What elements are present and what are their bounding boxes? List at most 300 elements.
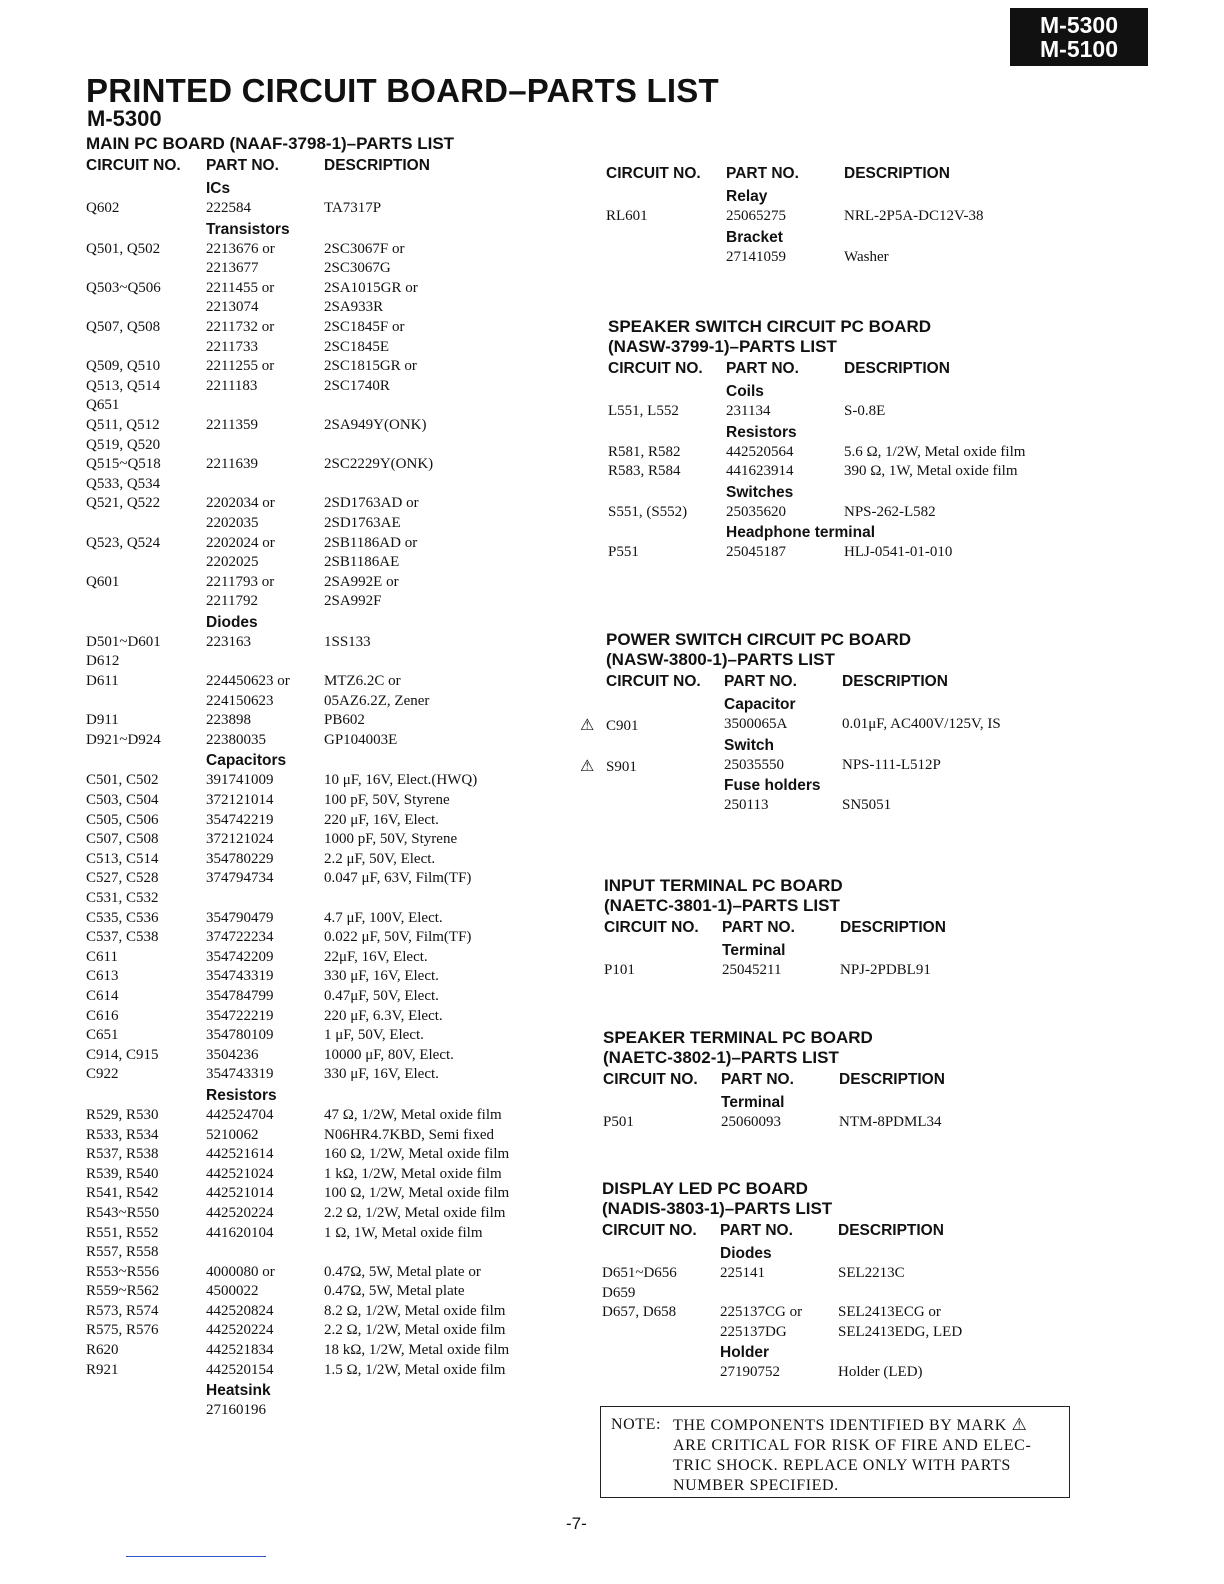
circuit-no: R539, R540 xyxy=(86,1165,159,1182)
parts-row xyxy=(86,357,556,377)
description: NPS-111-L512P xyxy=(842,756,941,773)
parts-row xyxy=(86,850,556,870)
parts-row xyxy=(86,1007,556,1027)
part-no: 224150623 xyxy=(206,692,274,709)
description: N06HR4.7KBD, Semi fixed xyxy=(324,1126,494,1143)
parts-row xyxy=(86,1026,556,1046)
column-header: CIRCUIT NO. xyxy=(603,1071,698,1088)
description: 0.047 μF, 63V, Film(TF) xyxy=(324,870,472,887)
parts-row xyxy=(86,1224,556,1244)
description: 2SC1845E xyxy=(324,338,390,355)
circuit-no: R620 xyxy=(86,1342,119,1359)
speaker-terminal-title: SPEAKER TERMINAL PC BOARD xyxy=(603,1028,873,1047)
description: 2SB1186AD or xyxy=(324,534,418,551)
circuit-no: R921 xyxy=(86,1361,119,1378)
circuit-no xyxy=(86,298,206,318)
description: Washer xyxy=(844,248,889,265)
column-header: PART NO. xyxy=(726,165,799,182)
part-no: 2211455 or xyxy=(206,279,275,296)
circuit-no: C531, C532 xyxy=(86,890,159,906)
main-board-title: MAIN PC BOARD (NAAF-3798-1)–PARTS LIST xyxy=(86,134,455,153)
circuit-no: R581, R582 xyxy=(608,443,681,460)
parts-row xyxy=(606,248,1076,268)
parts-row xyxy=(86,987,556,1007)
group-heading: Bracket xyxy=(726,228,783,246)
circuit-no: Q519, Q520 xyxy=(86,436,161,453)
parts-row xyxy=(580,755,1076,776)
part-no: 354742219 xyxy=(206,811,274,828)
group-heading: Heatsink xyxy=(206,1382,271,1400)
description: HLJ-0541-01-010 xyxy=(844,544,953,561)
column-header: DESCRIPTION xyxy=(844,360,950,377)
part-no: 25045187 xyxy=(726,544,786,561)
description: 10000 μF, 80V, Elect. xyxy=(324,1046,454,1063)
circuit-no: P551 xyxy=(608,544,639,561)
parts-row xyxy=(604,961,1074,981)
group-heading: Switch xyxy=(724,736,774,754)
input-terminal-parts-list xyxy=(604,876,1074,981)
part-no: 354780109 xyxy=(206,1027,274,1044)
circuit-no: P501 xyxy=(603,1114,634,1130)
description: 2SC3067G xyxy=(324,260,391,277)
group-heading: Coils xyxy=(726,383,764,400)
parts-row xyxy=(606,796,1076,816)
parts-row xyxy=(86,553,556,573)
description: Holder (LED) xyxy=(838,1364,923,1381)
parts-row xyxy=(86,967,556,987)
circuit-no: RL601 xyxy=(606,208,648,224)
part-no: 354742209 xyxy=(206,948,274,965)
part-no: 2211639 xyxy=(206,456,258,473)
circuit-no: D659 xyxy=(602,1284,636,1301)
part-no: 225137DG xyxy=(720,1323,787,1340)
circuit-no: C507, C508 xyxy=(86,831,159,848)
circuit-no: C611 xyxy=(86,948,118,965)
parts-row xyxy=(86,889,556,909)
part-no: 2211255 or xyxy=(206,358,275,375)
part-no: 4500022 xyxy=(206,1283,259,1300)
part-no: 2211792 xyxy=(206,593,258,610)
input-terminal-title: INPUT TERMINAL PC BOARD xyxy=(604,876,843,895)
parts-row xyxy=(86,436,556,456)
part-no: 3504236 xyxy=(206,1046,259,1063)
model-label-2: M-5100 xyxy=(1040,36,1118,62)
parts-row xyxy=(86,1065,556,1085)
group-heading: Terminal xyxy=(722,942,786,959)
description: SEL2213C xyxy=(838,1265,905,1281)
column-header: PART NO. xyxy=(721,1071,794,1088)
description: 2SC3067F or xyxy=(324,240,405,257)
page-title: PRINTED CIRCUIT BOARD–PARTS LIST xyxy=(86,72,719,109)
column-header: DESCRIPTION xyxy=(842,673,948,690)
note-line-2: ARE CRITICAL FOR RISK OF FIRE AND ELEC- xyxy=(673,1437,1032,1454)
part-no xyxy=(206,889,324,909)
circuit-no: Q507, Q508 xyxy=(86,318,161,335)
description: 0.022 μF, 50V, Film(TF) xyxy=(324,929,472,946)
parts-row xyxy=(86,279,556,299)
part-no: 2213074 xyxy=(206,299,259,316)
column-header-row xyxy=(602,1219,1072,1243)
note-line-4: NUMBER SPECIFIED. xyxy=(673,1477,839,1494)
part-no: 2202025 xyxy=(206,554,259,571)
parts-row xyxy=(608,503,1078,523)
part-no: 372121024 xyxy=(206,831,274,848)
parts-row xyxy=(86,1401,556,1421)
main-board-parts-list xyxy=(86,134,556,1421)
column-header: DESCRIPTION xyxy=(839,1071,945,1088)
description: 2SA949Y(ONK) xyxy=(324,416,427,433)
warning-triangle-icon: ⚠ xyxy=(1011,1415,1028,1435)
part-no: 354790479 xyxy=(206,909,274,926)
display-led-parts-list xyxy=(602,1179,1072,1383)
circuit-no: Q513, Q514 xyxy=(86,377,161,394)
part-no: 442520154 xyxy=(206,1361,274,1378)
model-label-1: M-5300 xyxy=(1040,12,1118,38)
parts-row xyxy=(602,1284,1072,1304)
parts-row xyxy=(602,1264,1072,1284)
part-no xyxy=(206,1243,324,1263)
note-line-3: TRIC SHOCK. REPLACE ONLY WITH PARTS xyxy=(673,1457,1011,1474)
circuit-no: C922 xyxy=(86,1066,119,1083)
description: GP104003E xyxy=(324,731,398,748)
part-no: 442520564 xyxy=(726,443,794,460)
circuit-no xyxy=(86,338,206,358)
parts-row xyxy=(86,1243,556,1263)
description: NPJ-2PDBL91 xyxy=(840,962,931,978)
group-heading: Fuse holders xyxy=(724,777,821,795)
circuit-no: C613 xyxy=(86,968,119,985)
description: 5.6 Ω, 1/2W, Metal oxide film xyxy=(844,443,1026,460)
part-no: 5210062 xyxy=(206,1126,259,1143)
description: NPS-262-L582 xyxy=(844,503,936,520)
parts-row xyxy=(86,1184,556,1204)
parts-row xyxy=(86,592,556,612)
footer-rule xyxy=(126,1556,266,1557)
circuit-no: Q523, Q524 xyxy=(86,534,161,551)
display-led-subtitle: (NADIS-3803-1)–PARTS LIST xyxy=(602,1199,833,1218)
description: 1000 pF, 50V, Styrene xyxy=(324,831,458,848)
parts-row xyxy=(86,1046,556,1066)
input-terminal-subtitle: (NAETC-3801-1)–PARTS LIST xyxy=(604,896,840,915)
speaker-switch-title: SPEAKER SWITCH CIRCUIT PC BOARD xyxy=(608,317,932,336)
description: 330 μF, 16V, Elect. xyxy=(324,1066,439,1083)
parts-row xyxy=(86,811,556,831)
column-header: CIRCUIT NO. xyxy=(86,157,181,174)
description: MTZ6.2C or xyxy=(324,673,401,690)
description: 2SA1015GR or xyxy=(324,279,418,296)
circuit-no: Q651 xyxy=(86,397,120,414)
part-no: 2211183 xyxy=(206,377,258,394)
description: 8.2 Ω, 1/2W, Metal oxide film xyxy=(324,1302,506,1319)
circuit-no: C614 xyxy=(86,987,119,1004)
part-no: 354784799 xyxy=(206,987,274,1004)
part-no: 222584 xyxy=(206,200,251,216)
group-heading: Relay xyxy=(726,188,768,205)
column-header: PART NO. xyxy=(726,360,799,377)
model-badge xyxy=(1010,8,1148,66)
description xyxy=(324,396,556,416)
part-no: 25035620 xyxy=(726,503,786,520)
part-no: 442521024 xyxy=(206,1165,274,1182)
column-header-row xyxy=(608,357,1078,381)
column-header: DESCRIPTION xyxy=(838,1222,944,1239)
circuit-no: C527, C528 xyxy=(86,870,159,887)
circuit-no: D612 xyxy=(86,653,120,670)
column-header: PART NO. xyxy=(724,673,797,690)
circuit-no: R541, R542 xyxy=(86,1185,159,1202)
part-no: 2202024 or xyxy=(206,534,275,551)
column-header: CIRCUIT NO. xyxy=(602,1222,697,1239)
circuit-no: P101 xyxy=(604,962,635,978)
parts-row xyxy=(86,494,556,514)
part-no: 441620104 xyxy=(206,1224,274,1241)
column-header: CIRCUIT NO. xyxy=(606,673,701,690)
parts-row xyxy=(86,534,556,554)
page-subtitle: M-5300 xyxy=(87,106,162,131)
part-no: 442524704 xyxy=(206,1106,274,1123)
description: 100 Ω, 1/2W, Metal oxide film xyxy=(324,1185,510,1202)
note-line-1-text: THE COMPONENTS IDENTIFIED BY MARK xyxy=(673,1417,1007,1434)
description xyxy=(324,1401,556,1421)
circuit-no: R543~R550 xyxy=(86,1204,160,1221)
parts-row xyxy=(603,1113,1073,1133)
column-header: DESCRIPTION xyxy=(324,157,430,174)
description: 0.01μF, AC400V/125V, IS xyxy=(842,716,1001,732)
part-no: 2211733 xyxy=(206,338,258,355)
circuit-no: R553~R556 xyxy=(86,1263,160,1280)
description: 2SC2229Y(ONK) xyxy=(324,456,434,473)
circuit-no xyxy=(86,514,206,534)
circuit-no: C503, C504 xyxy=(86,792,159,809)
parts-row xyxy=(86,573,556,593)
description: 1 Ω, 1W, Metal oxide film xyxy=(324,1224,483,1241)
group-heading: Resistors xyxy=(206,1086,277,1104)
main-board-parts-list-continued xyxy=(606,162,1076,267)
part-no: 442520224 xyxy=(206,1322,274,1339)
circuit-no xyxy=(86,259,206,279)
part-no: 442520224 xyxy=(206,1204,274,1221)
description: SN5051 xyxy=(842,797,892,814)
part-no: 4000080 or xyxy=(206,1263,275,1280)
description: 1 kΩ, 1/2W, Metal oxide film xyxy=(324,1165,502,1182)
description: 47 Ω, 1/2W, Metal oxide film xyxy=(324,1106,502,1123)
warning-triangle-icon: ⚠ xyxy=(580,715,595,734)
parts-row xyxy=(86,652,556,672)
part-no xyxy=(206,652,324,672)
parts-row xyxy=(86,692,556,712)
part-no: 2211793 or xyxy=(206,573,275,590)
circuit-no: Q511, Q512 xyxy=(86,416,160,433)
parts-row xyxy=(86,514,556,534)
part-no: 2213677 xyxy=(206,260,259,277)
circuit-no: D911 xyxy=(86,712,119,729)
parts-row xyxy=(86,1341,556,1361)
circuit-no: C535, C536 xyxy=(86,909,159,926)
part-no: 2213676 or xyxy=(206,240,275,257)
parts-row xyxy=(602,1323,1072,1343)
part-no: 25060093 xyxy=(721,1114,781,1130)
part-no: 372121014 xyxy=(206,792,274,809)
circuit-no: D921~D924 xyxy=(86,731,161,748)
description: 1SS133 xyxy=(324,633,371,650)
description xyxy=(324,1243,556,1263)
circuit-no: C537, C538 xyxy=(86,929,159,946)
circuit-no: L551, L552 xyxy=(608,403,679,419)
parts-row xyxy=(86,633,556,653)
group-heading: Holder xyxy=(720,1344,770,1362)
part-no: 25035550 xyxy=(724,756,784,773)
part-no: 442521614 xyxy=(206,1146,274,1163)
description: 2SD1763AE xyxy=(324,514,401,531)
column-header: CIRCUIT NO. xyxy=(608,360,703,377)
part-no: 354780229 xyxy=(206,850,274,867)
part-no: 442520824 xyxy=(206,1302,274,1319)
part-no xyxy=(206,475,324,495)
circuit-no xyxy=(602,1363,720,1383)
parts-row xyxy=(86,928,556,948)
circuit-no: Q509, Q510 xyxy=(86,358,161,375)
group-heading: Switches xyxy=(726,483,794,501)
speaker-terminal-subtitle: (NAETC-3802-1)–PARTS LIST xyxy=(603,1048,839,1067)
circuit-no: C651 xyxy=(86,1027,119,1044)
column-header: PART NO. xyxy=(206,157,279,174)
circuit-no xyxy=(602,1323,720,1343)
circuit-no-text: C901 xyxy=(606,718,639,734)
description: 0.47Ω, 5W, Metal plate xyxy=(324,1283,465,1300)
circuit-no: C501, C502 xyxy=(86,772,159,789)
group-heading: Resistors xyxy=(726,423,797,441)
parts-row xyxy=(86,240,556,260)
parts-row xyxy=(86,396,556,416)
description: S-0.8E xyxy=(844,403,886,419)
description xyxy=(324,889,556,909)
circuit-no: C914, C915 xyxy=(86,1046,159,1063)
description: 1 μF, 50V, Elect. xyxy=(324,1027,424,1044)
description xyxy=(324,652,556,672)
parts-row xyxy=(86,1126,556,1146)
description: 2SA992F xyxy=(324,593,382,610)
part-no: 442521834 xyxy=(206,1342,274,1359)
circuit-no-text: S901 xyxy=(606,758,637,775)
display-led-title: DISPLAY LED PC BOARD xyxy=(602,1179,808,1198)
circuit-no: R559~R562 xyxy=(86,1283,160,1300)
circuit-no xyxy=(86,692,206,712)
parts-row xyxy=(86,199,556,219)
circuit-no xyxy=(580,715,724,735)
part-no: 225141 xyxy=(720,1265,765,1281)
parts-row xyxy=(86,259,556,279)
part-no: 223898 xyxy=(206,712,251,729)
speaker-switch-parts-list xyxy=(608,317,1078,563)
description xyxy=(324,436,556,456)
parts-row xyxy=(86,298,556,318)
circuit-no: C513, C514 xyxy=(86,850,159,867)
description: 05AZ6.2Z, Zener xyxy=(324,692,430,709)
circuit-no: R533, R534 xyxy=(86,1126,159,1143)
circuit-no: D651~D656 xyxy=(602,1265,677,1281)
description: 160 Ω, 1/2W, Metal oxide film xyxy=(324,1146,510,1163)
part-no: 391741009 xyxy=(206,772,274,789)
group-heading: Terminal xyxy=(721,1094,785,1111)
circuit-no: R575, R576 xyxy=(86,1322,159,1339)
column-header-row xyxy=(86,154,556,178)
circuit-no xyxy=(86,1401,206,1421)
safety-note xyxy=(600,1406,1070,1498)
power-switch-subtitle: (NASW-3800-1)–PARTS LIST xyxy=(606,650,835,669)
circuit-no: Q501, Q502 xyxy=(86,240,161,257)
column-header: CIRCUIT NO. xyxy=(606,165,701,182)
parts-row xyxy=(602,1303,1072,1323)
description: 2SD1763AD or xyxy=(324,495,419,512)
description: 4.7 μF, 100V, Elect. xyxy=(324,909,443,926)
part-no xyxy=(206,396,324,416)
circuit-no: Q601 xyxy=(86,573,120,590)
parts-row xyxy=(86,338,556,358)
note-line-1 xyxy=(611,1415,1057,1436)
group-heading: Diodes xyxy=(206,613,258,631)
circuit-no: R537, R538 xyxy=(86,1146,159,1163)
parts-row xyxy=(86,377,556,397)
description: PB602 xyxy=(324,712,365,729)
parts-row xyxy=(86,1165,556,1185)
group-heading: Diodes xyxy=(720,1245,772,1262)
part-no: 22380035 xyxy=(206,731,266,748)
part-no: 374794734 xyxy=(206,870,274,887)
group-heading: Headphone terminal xyxy=(726,524,875,542)
circuit-no: R557, R558 xyxy=(86,1244,159,1261)
parts-row xyxy=(86,869,556,889)
part-no: 354743319 xyxy=(206,968,274,985)
description: SEL2413ECG or xyxy=(838,1304,941,1321)
description: 2.2 μF, 50V, Elect. xyxy=(324,850,436,867)
description xyxy=(324,475,556,495)
parts-row xyxy=(608,462,1078,482)
part-no: 2211359 xyxy=(206,416,258,433)
description: 2.2 Ω, 1/2W, Metal oxide film xyxy=(324,1322,506,1339)
description: 220 μF, 16V, Elect. xyxy=(324,811,439,828)
circuit-no: D657, D658 xyxy=(602,1304,677,1321)
parts-row xyxy=(86,1263,556,1283)
column-header: DESCRIPTION xyxy=(840,919,946,936)
parts-row xyxy=(602,1363,1072,1383)
description: 10 μF, 16V, Elect.(HWQ) xyxy=(324,772,478,789)
part-no: 2211732 or xyxy=(206,318,275,335)
circuit-no xyxy=(86,553,206,573)
group-heading: Capacitor xyxy=(724,696,796,713)
part-no: 25045211 xyxy=(722,962,782,978)
description: 390 Ω, 1W, Metal oxide film xyxy=(844,463,1018,480)
speaker-switch-subtitle: (NASW-3799-1)–PARTS LIST xyxy=(608,337,837,356)
part-no: 27160196 xyxy=(206,1402,266,1419)
part-no: 442521014 xyxy=(206,1185,274,1202)
column-header: PART NO. xyxy=(720,1222,793,1239)
parts-row xyxy=(86,711,556,731)
circuit-no: C505, C506 xyxy=(86,811,159,828)
description: 0.47μF, 50V, Elect. xyxy=(324,987,439,1004)
power-switch-title: POWER SWITCH CIRCUIT PC BOARD xyxy=(606,630,912,649)
description: 2SA933R xyxy=(324,299,384,316)
group-heading: Capacitors xyxy=(206,752,287,770)
description: 2SA992E or xyxy=(324,573,399,590)
group-heading: ICs xyxy=(206,180,231,197)
parts-row xyxy=(86,771,556,791)
speaker-terminal-parts-list xyxy=(603,1028,1073,1133)
parts-row xyxy=(606,207,1076,227)
parts-row xyxy=(86,416,556,436)
parts-row xyxy=(580,715,1076,735)
parts-row xyxy=(86,1302,556,1322)
circuit-no: Q602 xyxy=(86,200,120,216)
